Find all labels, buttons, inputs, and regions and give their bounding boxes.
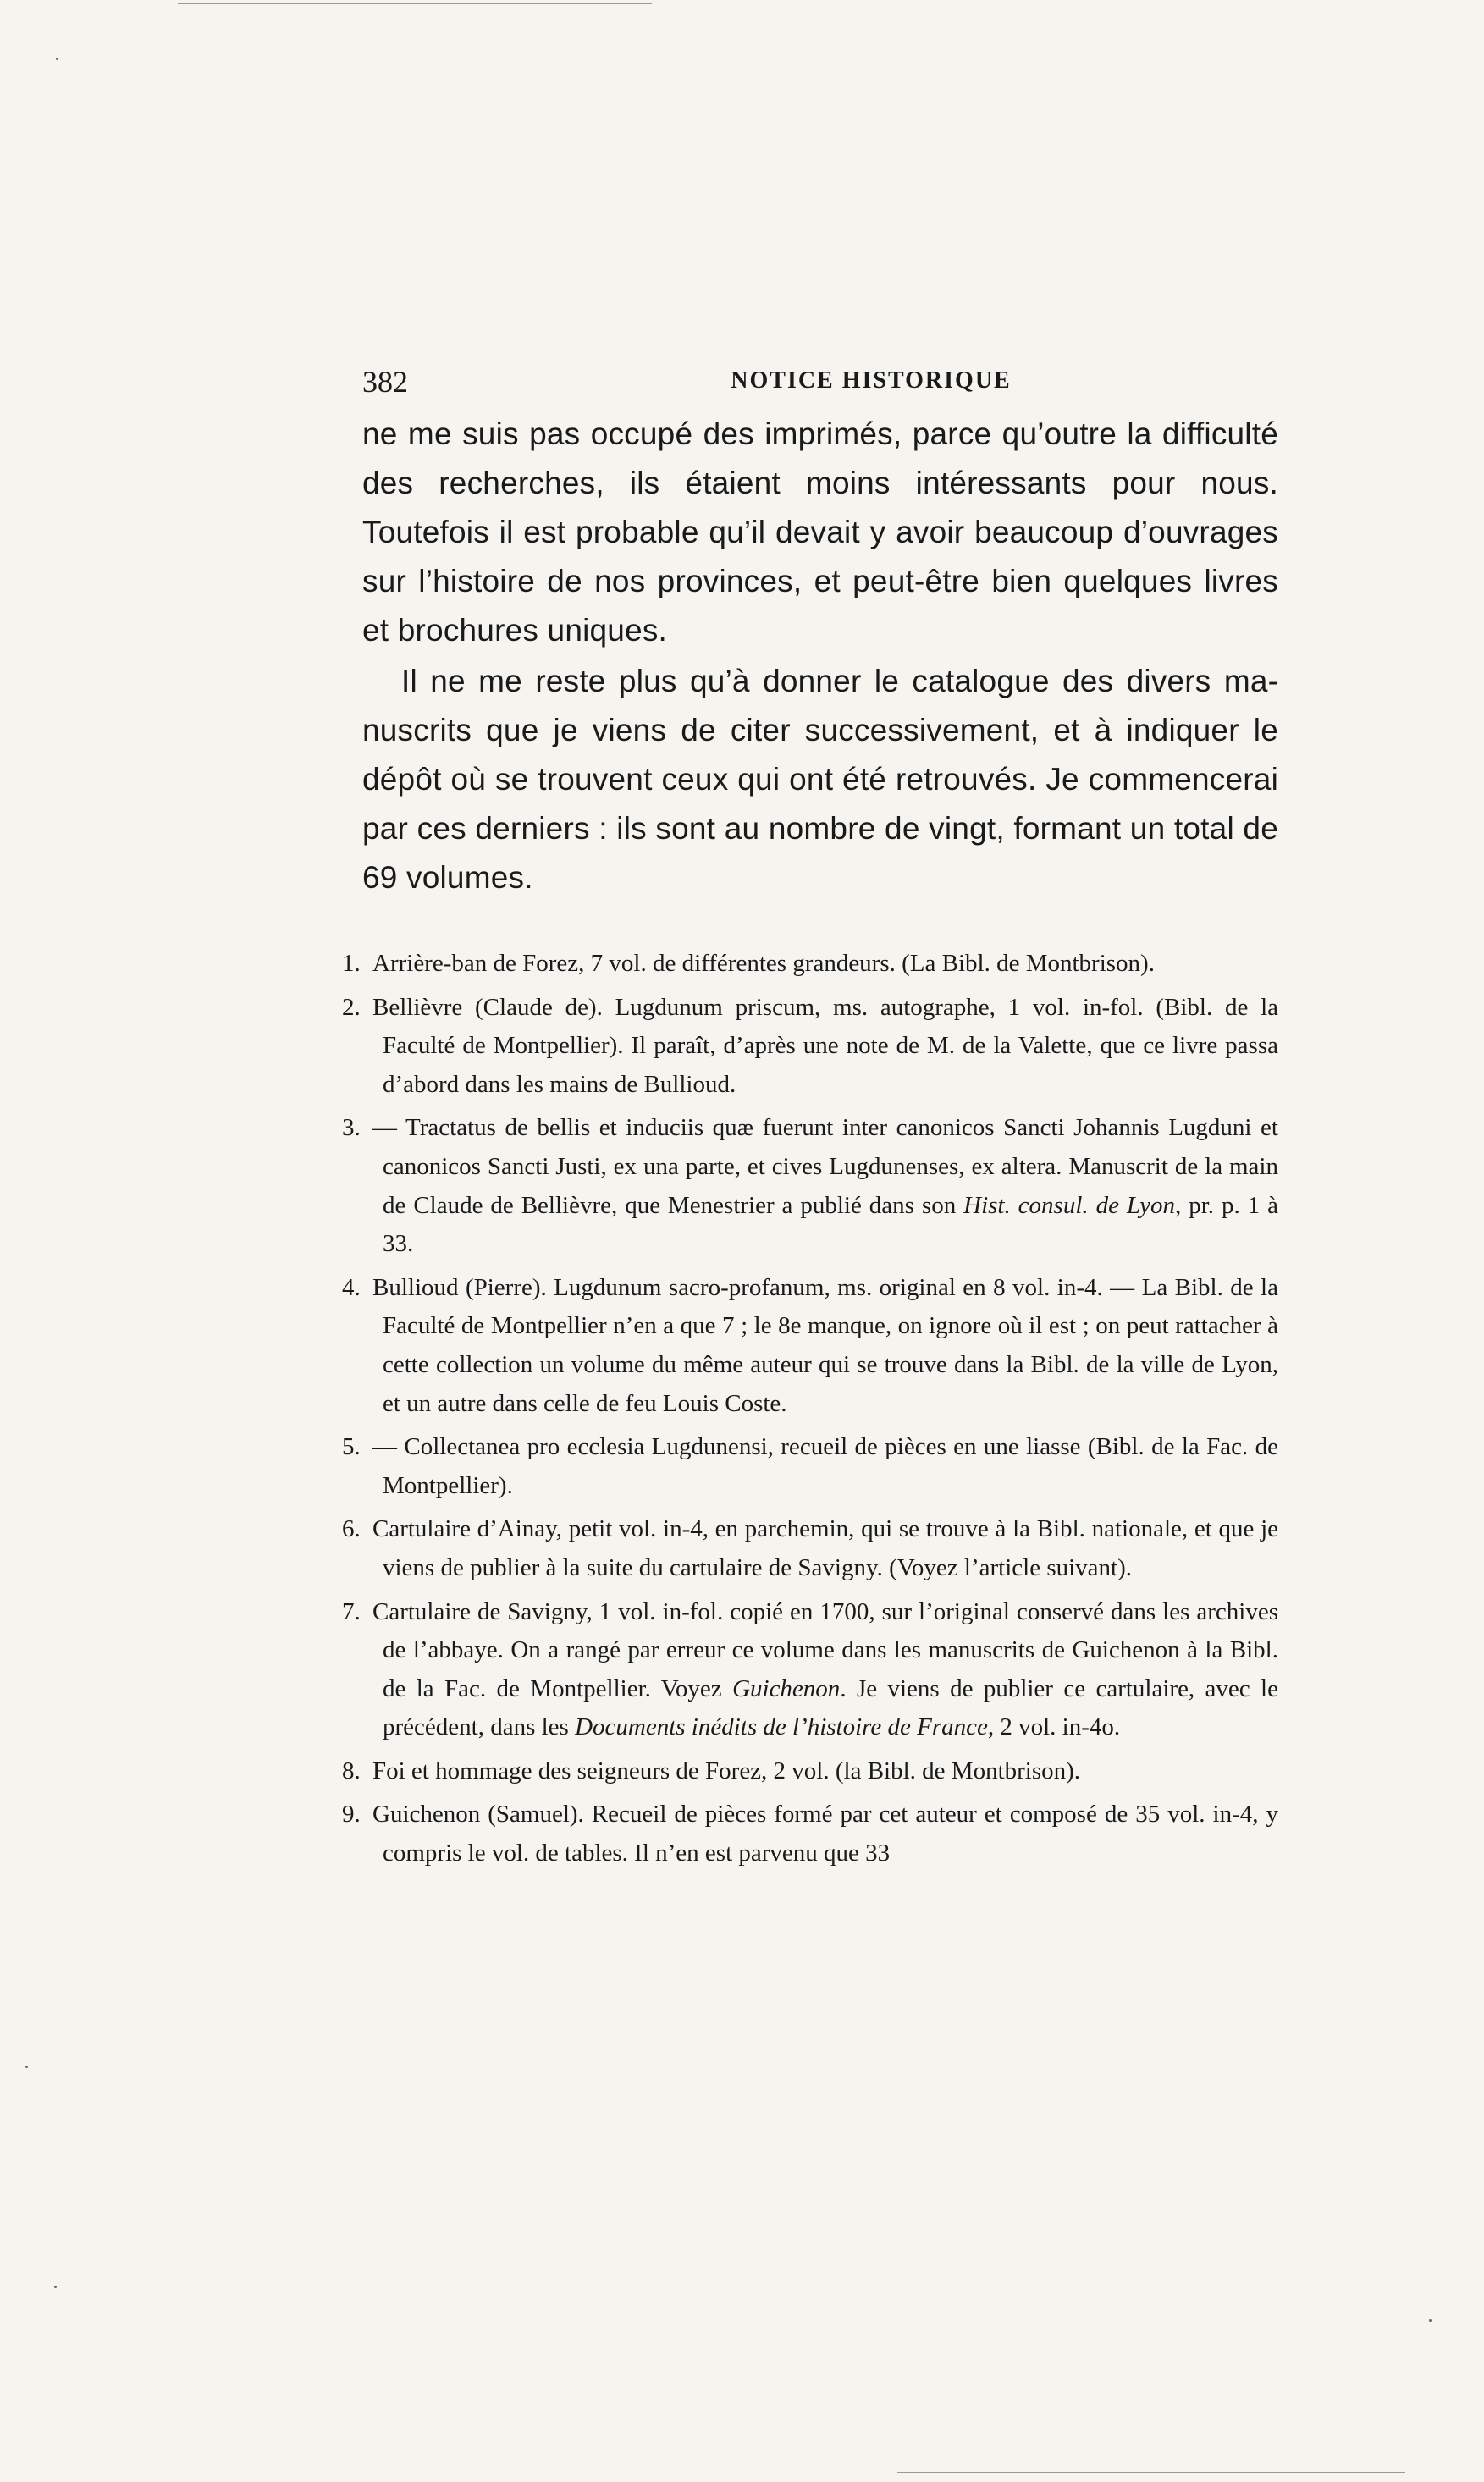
- note-text: Bellièvre (Claude de). Lugdunum priscum, ms. autographe, 1 vol. in-fol. (Bibl. de la Faculté de Montpellier). Il paraît, d’après une note de M. de la Valette, que ce livre passa d’abord dans les mains de Bullioud.: [372, 993, 1278, 1098]
- running-title: NOTICE HISTORIQUE: [731, 367, 1012, 394]
- document-page: [342, 364, 1278, 1878]
- scan-speck: [56, 58, 58, 60]
- note-3: 3. — Tractatus de bellis et induciis quæ fuerunt inter canonicos Sancti Johannis Lugduni et canonicos Sancti Justi, ex una parte, et cives Lugdunenses, ex altera. Manuscrit de la main de Claude de Bellièvre, que Menestrier a publié dans son Hist. consul. de Lyon, pr. p. 1 à 33.: [342, 1114, 1278, 1258]
- note-8: 8. Foi et hommage des seigneurs de Forez, 2 vol. (la Bibl. de Montbrison).: [342, 1757, 1081, 1784]
- note-7: 7. Cartulaire de Savigny, 1 vol. in-fol. copié en 1700, sur l’original conservé dans les archives de l’abbaye. On a rangé par erreur ce volume dans les manuscrits de Guichenon à la Bibl. de la Fac. de Montpellier. Voyez Guichenon. Je viens de publier ce cartulaire, avec le précédent, dans les Documents inédits de l’histoire de France, 2 vol. in-4o.: [342, 1597, 1278, 1741]
- note-5: 5. — Collectanea pro ecclesia Lugdunensi, recueil de pièces en une liasse (Bibl. de la Fac. de Montpellier).: [342, 1433, 1278, 1499]
- note-text: — Tractatus de bellis et induciis quæ fuerunt inter canonicos Sancti Johannis Lugduni et canonicos Sancti Justi, ex una parte, et cives Lugdunenses, ex altera. Manuscrit de la main de Claude de Bellièvre, que Menestrier a publié dans son: [372, 1114, 1278, 1219]
- note-text-tail: , 2 vol. in-4o.: [987, 1713, 1121, 1741]
- note-text: Cartulaire de Savigny, 1 vol. in-fol. copié en 1700, sur l’original conservé dans les archives de l’abbaye. On a rangé par erreur ce volume dans les manuscrits de Guichenon à la Bibl. de la Fac. de Montpellier. Voyez: [372, 1597, 1278, 1702]
- note-text: Arrière-ban de Forez, 7 vol. de différentes grandeurs. (La Bibl. de Montbrison).: [372, 950, 1155, 977]
- note-4: 4. Bullioud (Pierre). Lugdunum sacro-profanum, ms. original en 8 vol. in-4. — La Bibl. de la Faculté de Montpellier n’en a que 7 ; le 8e manque, on ignore où il est ; on peut rattacher à cette collection un volume du même auteur qui se trouve dans la Bibl. de la ville de Lyon, et un autre dans celle de feu Louis Coste.: [342, 1273, 1278, 1417]
- note-text: Cartulaire d’Ainay, petit vol. in-4, en parchemin, qui se trouve à la Bibl. nationale, et que je viens de publier à la suite du cartulaire de Savigny. (Voyez l’article suivant).: [372, 1515, 1278, 1581]
- note-italic-title: Documents inédits de l’histoire de France: [575, 1713, 988, 1741]
- paragraph-2: Il ne me reste plus qu’à donner le catalogue des divers manuscrits que je viens de citer successivement, et à indiquer le dépôt où se trouvent ceux qui ont été retrouvés. Je commencerai par ces derniers : ils sont au nombre de vingt, formant un total de 69 volumes.: [362, 664, 1278, 895]
- footnotes: [342, 945, 1278, 1873]
- top-scan-line: [178, 3, 652, 4]
- note-text: Bullioud (Pierre). Lugdunum sacro-profanum, ms. original en 8 vol. in-4. — La Bibl. de la Faculté de Montpellier n’en a que 7 ; le 8e manque, on ignore où il est ; on peut rattacher à cette collection un volume du même auteur qui se trouve dans la Bibl. de la ville de Lyon, et un autre dans celle de feu Louis Coste.: [372, 1273, 1278, 1417]
- scan-speck: [25, 2066, 28, 2068]
- note-9: 9. Guichenon (Samuel). Recueil de pièces formé par cet auteur et composé de 35 vol. in-4, y compris le vol. de tables. Il n’en est parvenu que 33: [342, 1801, 1278, 1867]
- note-1: 1. Arrière-ban de Forez, 7 vol. de différentes grandeurs. (La Bibl. de Montbrison).: [342, 950, 1155, 977]
- scan-speck: [1429, 2319, 1432, 2322]
- note-text-tail: , pr. p. 1 à 33.: [383, 1191, 1278, 1258]
- page-number: 382: [362, 365, 408, 399]
- note-2: 2. Bellièvre (Claude de). Lugdunum priscum, ms. autographe, 1 vol. in-fol. (Bibl. de la Faculté de Montpellier). Il paraît, d’après une note de M. de la Valette, que ce livre passa d’abord dans les mains de Bullioud.: [342, 993, 1278, 1098]
- note-text: — Collectanea pro ecclesia Lugdunensi, recueil de pièces en une liasse (Bibl. de la Fac. de Montpellier).: [372, 1433, 1278, 1499]
- running-head: [362, 364, 1278, 410]
- note-text: Guichenon (Samuel). Recueil de pièces formé par cet auteur et composé de 35 vol. in-4, y compris le vol. de tables. Il n’en est parvenu que 33: [372, 1801, 1278, 1867]
- note-italic-name: Guichenon: [732, 1674, 841, 1702]
- bottom-scan-line: [897, 2472, 1405, 2473]
- note-italic-title: Hist. consul. de Lyon: [963, 1191, 1176, 1219]
- scan-speck: [54, 2286, 57, 2288]
- paragraph-1: ne me suis pas occupé des imprimés, parce qu’outre la difficulté des recherches, ils étaient moins intéressants pour nous. Toutefois il est probable qu’il devait y avoir beaucoup d’ouvrages sur l’histoire de nos provinces, et peut-être bien quelques livres et brochures uniques.: [362, 416, 1278, 648]
- note-text-middle: . Je viens de publier ce cartulaire, avec le précédent, dans les: [383, 1674, 1278, 1741]
- note-text: Foi et hommage des seigneurs de Forez, 2 vol. (la Bibl. de Montbrison).: [372, 1757, 1081, 1784]
- note-6: 6. Cartulaire d’Ainay, petit vol. in-4, en parchemin, qui se trouve à la Bibl. nationale, et que je viens de publier à la suite du cartulaire de Savigny. (Voyez l’article suivant).: [342, 1515, 1278, 1581]
